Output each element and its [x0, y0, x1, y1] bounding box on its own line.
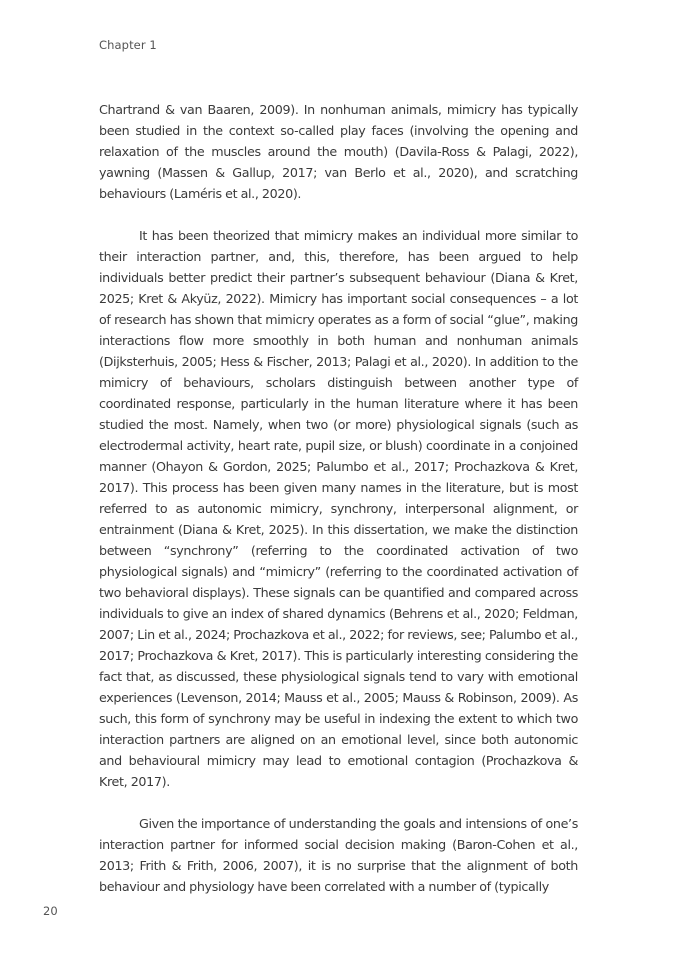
paragraph-continuation: Chartrand & van Baaren, 2009). In nonhuman animals, mimicry has typically been studied in the context so-called play faces (involving the opening and relaxation of the muscles around the mouth) (Davila-Ross & Palagi, 2022), yawning (Massen & Gallup, 2017; van Berlo et al., 2020), and scratching behaviours (Laméris et al., 2020). — [99, 102, 578, 201]
running-header-chapter: Chapter 1 — [99, 38, 157, 52]
main-text-body — [99, 99, 578, 897]
paragraph-mimicry-theory: It has been theorized that mimicry makes an individual more similar to their interaction partner, and, this, therefore, has been argued to help individuals better predict their partner’s subsequent behaviour (Diana & Kret, 2025; Kret & Akyüz, 2022). Mimicry has important social consequences – a lot of research has shown that mimicry operates as a form of social “glue”, making interactions flow more smoothly in both human and nonhuman animals (Dijksterhuis, 2005; Hess & Fischer, 2013; Palagi et al., 2020). In addition to the mimicry of behaviours, scholars distinguish between another type of coordinated response, particularly in the human literature where it has been studied the most. Namely, when two (or more) physiological signals (such as electrodermal activity, heart rate, pupil size, or blush) coordinate in a conjoined manner (Ohayon & Gordon, 2025; Palumbo et al., 2017; Prochazkova & Kret, 2017). This process has been given many names in the literature, but is most referred to as autonomic mimicry, synchrony, interpersonal alignment, or entrainment (Diana & Kret, 2025). In this dissertation, we make the distinction between “synchrony” (referring to the coordinated activation of two physiological signals) and “mimicry” (referring to the coordinated activation of two behavioral displays). These signals can be quantified and compared across individuals to give an index of shared dynamics (Behrens et al., 2020; Feldman, 2007; Lin et al., 2024; Prochazkova et al., 2022; for reviews, see; Palumbo et al., 2017; Prochazkova & Kret, 2017). This is particularly interesting considering the fact that, as discussed, these physiological signals tend to vary with emotional experiences (Levenson, 2014; Mauss et al., 2005; Mauss & Robinson, 2009). As such, this form of synchrony may be useful in indexing the extent to which two interaction partners are aligned on an emotional level, since both autonomic and behavioural mimicry may lead to emotional contagion (Prochazkova & Kret, 2017). — [99, 228, 578, 789]
page-number: 20 — [43, 904, 58, 918]
paragraph-social-decision: Given the importance of understanding the goals and intensions of one’s interaction partner for informed social decision making (Baron-Cohen et al., 2013; Frith & Frith, 2006, 2007), it is no surprise that the alignment of both behaviour and physiology have been correlated with a number of (typically — [99, 816, 578, 894]
